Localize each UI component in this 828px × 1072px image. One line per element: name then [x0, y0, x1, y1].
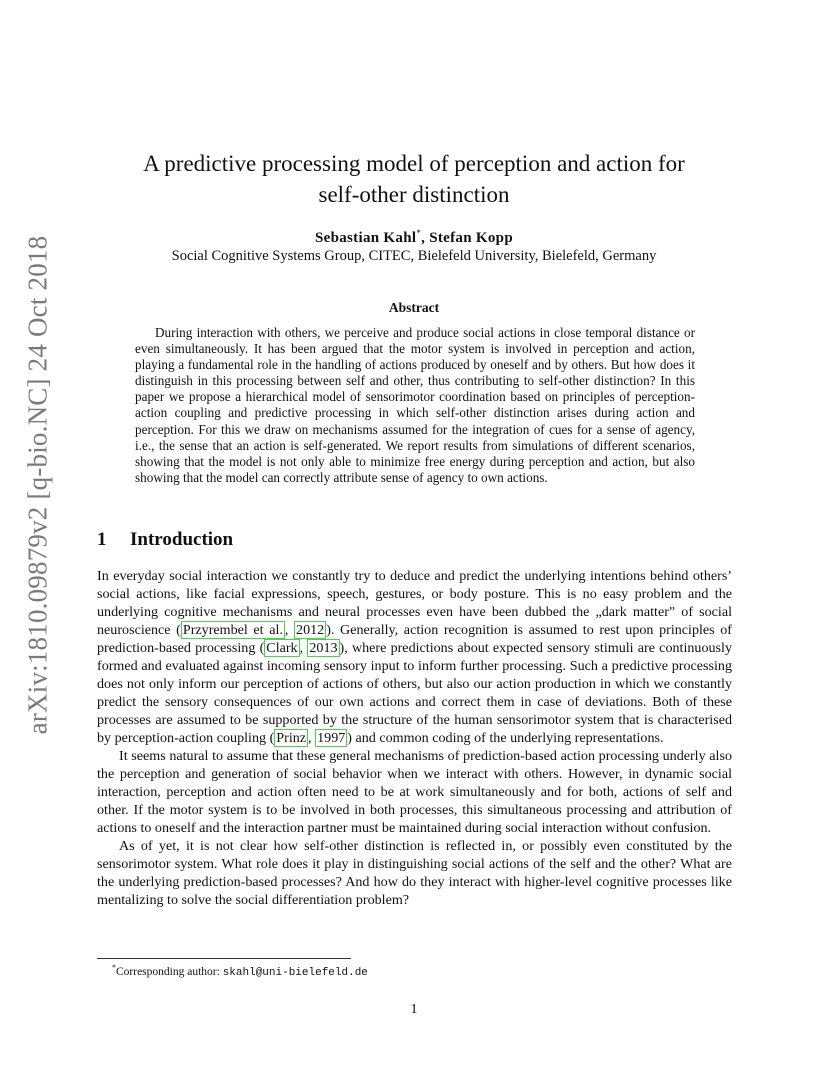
arxiv-identifier: arXiv:1810.09879v2 [q-bio.NC] 24 Oct 2018 [22, 235, 53, 735]
arxiv-stamp [18, 235, 58, 735]
citation-year-link[interactable]: 2013 [309, 640, 338, 656]
affiliation: Social Cognitive Systems Group, CITEC, Bielefeld University, Bielefeld, Germany [171, 248, 657, 264]
paragraph-1 [97, 567, 732, 747]
footnote-label: Corresponding author: [116, 965, 223, 978]
citation-year-link[interactable]: 1997 [317, 730, 346, 746]
corresponding-author-mark: * [416, 228, 422, 238]
citation-link[interactable]: Przyrembel et al. [182, 622, 283, 638]
paragraph-text: In everyday social interaction we constantly try to deduce and predict the underlying intentions behind others’ social actions, like facial expressions, speech, gestures, or body posture. This is no easy problem and the underlying cognitive mechanisms and neural processes even have been dubbed the „dark matter” of social neuroscience ( [97, 568, 732, 638]
citation-link[interactable]: Clark [266, 640, 298, 656]
title-line-2: self-other distinction [318, 182, 510, 207]
paragraph-text: , [284, 622, 295, 638]
paragraph-3: As of yet, it is not clear how self-other distinction is reflected in, or possibly even constituted by the sensorimotor system. What role does it play in distinguishing social actions of the self and the other? What are the underlying prediction-based processes? And how do they interact with higher-level cognitive processes like mentalizing to solve the social differentiation problem? [97, 838, 732, 908]
title-line-1: A predictive processing model of perception and action for [143, 151, 685, 176]
abstract-text: During interaction with others, we perceive and produce social actions in close temporal distance or even simultaneously. It has been argued that the motor system is involved in perception and action, playing a fundamental role in the handling of actions produced by oneself and by others. But how does it distinguish in this processing between self and other, thus contributing to self-other distinction? In this paper we propose a hierarchical model of sensorimotor coordination based on principles of perception-action coupling and predictive processing in which self-other distinction arises during action and perception. For this we draw on mechanisms assumed for the integration of cues for a sense of agency, i.e., the sense that an action is self-generated. We report results from simulations of different scenarios, showing that the model is not only able to minimize free energy during perception and action, but also showing that the model can correctly attribute sense of agency to own actions. [135, 325, 695, 485]
author-list [100, 228, 728, 247]
author-2: Stefan Kopp [429, 230, 513, 246]
footnote-divider [97, 958, 351, 959]
section-title: Introduction [130, 529, 234, 550]
abstract-heading: Abstract [388, 300, 440, 315]
footnote-mark: * [112, 963, 116, 972]
footnote [112, 963, 368, 979]
author-email: skahl@uni-bielefeld.de [222, 966, 368, 979]
section-heading [97, 529, 233, 551]
citation-year-link[interactable]: 2012 [296, 622, 325, 638]
paragraph-2: It seems natural to assume that these general mechanisms of prediction-based action processing underly also the perception and generation of social behavior when we interact with others. However, in dynamic social interaction, perception and action often need to be at work simultaneously and for both, actions of self and other. If the motor system is to be involved in both processes, this simultaneous processing and attribution of actions to oneself and the interaction partner must be maintained during social interaction without confusion. [97, 748, 732, 836]
paragraph-text: , [299, 640, 308, 656]
author-separator: , [421, 230, 430, 246]
paragraph-text: ), where predictions about expected sensory stimuli are continuously formed and evaluated against incoming sensory input to inform further processing. Such a predictive processing does not only inform our perception of actions of others, but also our action production in which we constantly predict the sensory consequences of our own actions and correct them in case of deviations. Both of these processes are assumed to be supported by the structure of the human sensorimotor system that is characterised by perception-action coupling ( [97, 640, 733, 746]
section-number: 1 [97, 529, 107, 550]
paragraph-text: ) and common coding of the underlying representations. [347, 730, 664, 746]
paragraph-text: ). Generally, action recognition is assumed to rest upon principles of prediction-based processing ( [97, 622, 732, 656]
paragraph-text: , [308, 730, 316, 746]
body-text [97, 567, 732, 909]
paper-title [100, 148, 728, 210]
page-number: 1 [410, 1002, 418, 1017]
author-1: Sebastian Kahl [315, 230, 417, 246]
citation-link[interactable]: Prinz [276, 730, 307, 746]
